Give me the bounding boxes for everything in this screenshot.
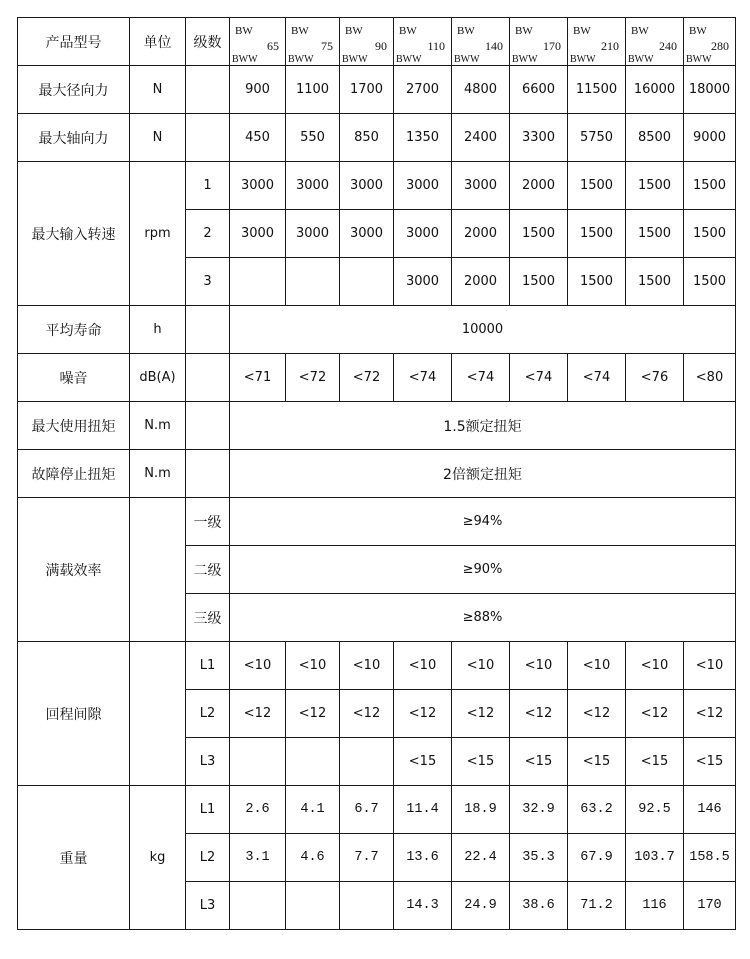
- stage-cell: L3: [186, 882, 230, 930]
- value-cell: 3300: [510, 114, 568, 162]
- stage-cell: 二级: [186, 546, 230, 594]
- value-cell: <12: [626, 690, 684, 738]
- value-cell: <10: [626, 642, 684, 690]
- value-cell: 7.7: [340, 834, 394, 882]
- stage-cell: [186, 402, 230, 450]
- stage-cell: 一级: [186, 498, 230, 546]
- model-header: 产品型号: [18, 18, 130, 66]
- value-cell: 1500: [626, 162, 684, 210]
- merged-value-cell: ≥90%: [230, 546, 736, 594]
- value-cell: 67.9: [568, 834, 626, 882]
- stage-cell: [186, 306, 230, 354]
- value-cell: 2000: [510, 162, 568, 210]
- stage-cell: L2: [186, 834, 230, 882]
- value-cell: 9000: [684, 114, 736, 162]
- stage-header: 级数: [186, 18, 230, 66]
- row-unit: rpm: [130, 162, 186, 306]
- value-cell: 1500: [684, 162, 736, 210]
- value-cell: 1500: [510, 210, 568, 258]
- stage-cell: L1: [186, 786, 230, 834]
- value-cell: <15: [568, 738, 626, 786]
- row-unit: N.m: [130, 450, 186, 498]
- value-cell: 550: [286, 114, 340, 162]
- value-cell: 71.2: [568, 882, 626, 930]
- value-cell: <12: [684, 690, 736, 738]
- row-unit: h: [130, 306, 186, 354]
- stage-cell: [186, 66, 230, 114]
- stage-cell: L3: [186, 738, 230, 786]
- row-label: 最大输入转速: [18, 162, 130, 306]
- value-cell: <15: [684, 738, 736, 786]
- value-cell: 4.6: [286, 834, 340, 882]
- stop-torque-row: [18, 450, 736, 498]
- row-unit: dB(A): [130, 354, 186, 402]
- value-cell: [340, 882, 394, 930]
- value-cell: 3000: [230, 210, 286, 258]
- value-cell: <80: [684, 354, 736, 402]
- stage-cell: [186, 354, 230, 402]
- header-row: [18, 18, 736, 66]
- row-label: 平均寿命: [18, 306, 130, 354]
- value-cell: 1500: [568, 162, 626, 210]
- merged-value-cell: 2倍额定扭矩: [230, 450, 736, 498]
- value-cell: 38.6: [510, 882, 568, 930]
- value-cell: 1500: [510, 258, 568, 306]
- value-cell: 3000: [286, 210, 340, 258]
- value-cell: 146: [684, 786, 736, 834]
- value-cell: 850: [340, 114, 394, 162]
- merged-value-cell: 1.5额定扭矩: [230, 402, 736, 450]
- value-cell: <10: [568, 642, 626, 690]
- value-cell: <74: [394, 354, 452, 402]
- stage-cell: [186, 450, 230, 498]
- value-cell: 1100: [286, 66, 340, 114]
- row-label: 噪音: [18, 354, 130, 402]
- value-cell: 14.3: [394, 882, 452, 930]
- backlash-row: [18, 642, 736, 690]
- value-cell: <12: [510, 690, 568, 738]
- row-unit: N.m: [130, 402, 186, 450]
- value-cell: [340, 738, 394, 786]
- value-cell: 1500: [626, 258, 684, 306]
- radial-force-row: [18, 66, 736, 114]
- value-cell: [286, 258, 340, 306]
- value-cell: 2700: [394, 66, 452, 114]
- value-cell: <10: [394, 642, 452, 690]
- stage-cell: 三级: [186, 594, 230, 642]
- row-label: 最大径向力: [18, 66, 130, 114]
- value-cell: <15: [394, 738, 452, 786]
- value-cell: 1500: [684, 258, 736, 306]
- axial-force-row: [18, 114, 736, 162]
- value-cell: 6.7: [340, 786, 394, 834]
- row-label: 最大使用扭矩: [18, 402, 130, 450]
- life-row: [18, 306, 736, 354]
- row-unit: [130, 498, 186, 642]
- model-col-header: BW 90 BWW: [340, 18, 394, 66]
- model-col-header: BW 210 BWW: [568, 18, 626, 66]
- value-cell: 32.9: [510, 786, 568, 834]
- efficiency-row: [18, 498, 736, 546]
- value-cell: <10: [230, 642, 286, 690]
- value-cell: 103.7: [626, 834, 684, 882]
- input-speed-row: [18, 162, 736, 210]
- value-cell: 3000: [394, 162, 452, 210]
- value-cell: 2400: [452, 114, 510, 162]
- row-label: 满载效率: [18, 498, 130, 642]
- value-cell: 4800: [452, 66, 510, 114]
- value-cell: 63.2: [568, 786, 626, 834]
- merged-value-cell: 10000: [230, 306, 736, 354]
- value-cell: <72: [286, 354, 340, 402]
- value-cell: <15: [626, 738, 684, 786]
- model-col-header: BW 170 BWW: [510, 18, 568, 66]
- value-cell: [230, 258, 286, 306]
- value-cell: 22.4: [452, 834, 510, 882]
- value-cell: 2.6: [230, 786, 286, 834]
- value-cell: <10: [510, 642, 568, 690]
- row-unit: N: [130, 114, 186, 162]
- value-cell: 3000: [286, 162, 340, 210]
- value-cell: [286, 738, 340, 786]
- row-label: 最大轴向力: [18, 114, 130, 162]
- value-cell: 4.1: [286, 786, 340, 834]
- value-cell: <10: [684, 642, 736, 690]
- value-cell: 3000: [394, 258, 452, 306]
- value-cell: 3000: [340, 162, 394, 210]
- value-cell: 1500: [684, 210, 736, 258]
- value-cell: <74: [568, 354, 626, 402]
- merged-value-cell: ≥94%: [230, 498, 736, 546]
- value-cell: 18000: [684, 66, 736, 114]
- value-cell: <12: [452, 690, 510, 738]
- model-col-header: BW 240 BWW: [626, 18, 684, 66]
- value-cell: <12: [394, 690, 452, 738]
- value-cell: 1500: [568, 210, 626, 258]
- model-col-header: BW 280 BWW: [684, 18, 736, 66]
- model-col-header: BW 65 BWW: [230, 18, 286, 66]
- value-cell: <12: [286, 690, 340, 738]
- value-cell: <76: [626, 354, 684, 402]
- row-unit: [130, 642, 186, 786]
- value-cell: [230, 738, 286, 786]
- value-cell: <71: [230, 354, 286, 402]
- value-cell: <10: [452, 642, 510, 690]
- value-cell: 450: [230, 114, 286, 162]
- row-label: 回程间隙: [18, 642, 130, 786]
- value-cell: 11500: [568, 66, 626, 114]
- value-cell: <10: [340, 642, 394, 690]
- value-cell: 3000: [452, 162, 510, 210]
- stage-cell: 2: [186, 210, 230, 258]
- value-cell: 1500: [568, 258, 626, 306]
- row-unit: kg: [130, 786, 186, 930]
- value-cell: 1350: [394, 114, 452, 162]
- model-col-header: BW 140 BWW: [452, 18, 510, 66]
- value-cell: <10: [286, 642, 340, 690]
- value-cell: 3000: [230, 162, 286, 210]
- merged-value-cell: ≥88%: [230, 594, 736, 642]
- value-cell: 35.3: [510, 834, 568, 882]
- value-cell: <12: [568, 690, 626, 738]
- value-cell: 18.9: [452, 786, 510, 834]
- value-cell: 2000: [452, 210, 510, 258]
- value-cell: 2000: [452, 258, 510, 306]
- value-cell: 3000: [340, 210, 394, 258]
- value-cell: <74: [510, 354, 568, 402]
- stage-cell: L1: [186, 642, 230, 690]
- spec-table: [17, 17, 736, 930]
- value-cell: 24.9: [452, 882, 510, 930]
- value-cell: 1700: [340, 66, 394, 114]
- value-cell: 5750: [568, 114, 626, 162]
- value-cell: <72: [340, 354, 394, 402]
- value-cell: <12: [230, 690, 286, 738]
- value-cell: [340, 258, 394, 306]
- value-cell: <15: [510, 738, 568, 786]
- unit-header: 单位: [130, 18, 186, 66]
- value-cell: 158.5: [684, 834, 736, 882]
- value-cell: <12: [340, 690, 394, 738]
- value-cell: 8500: [626, 114, 684, 162]
- value-cell: 3.1: [230, 834, 286, 882]
- noise-row: [18, 354, 736, 402]
- value-cell: 3000: [394, 210, 452, 258]
- weight-row: [18, 786, 736, 834]
- value-cell: [230, 882, 286, 930]
- stage-cell: 1: [186, 162, 230, 210]
- value-cell: 11.4: [394, 786, 452, 834]
- row-unit: N: [130, 66, 186, 114]
- max-torque-row: [18, 402, 736, 450]
- value-cell: <74: [452, 354, 510, 402]
- value-cell: 6600: [510, 66, 568, 114]
- model-col-header: BW 75 BWW: [286, 18, 340, 66]
- value-cell: 900: [230, 66, 286, 114]
- row-label: 故障停止扭矩: [18, 450, 130, 498]
- stage-cell: [186, 114, 230, 162]
- value-cell: <15: [452, 738, 510, 786]
- value-cell: 92.5: [626, 786, 684, 834]
- stage-cell: 3: [186, 258, 230, 306]
- value-cell: [286, 882, 340, 930]
- value-cell: 1500: [626, 210, 684, 258]
- row-label: 重量: [18, 786, 130, 930]
- stage-cell: L2: [186, 690, 230, 738]
- value-cell: 16000: [626, 66, 684, 114]
- value-cell: 116: [626, 882, 684, 930]
- value-cell: 13.6: [394, 834, 452, 882]
- value-cell: 170: [684, 882, 736, 930]
- model-col-header: BW 110 BWW: [394, 18, 452, 66]
